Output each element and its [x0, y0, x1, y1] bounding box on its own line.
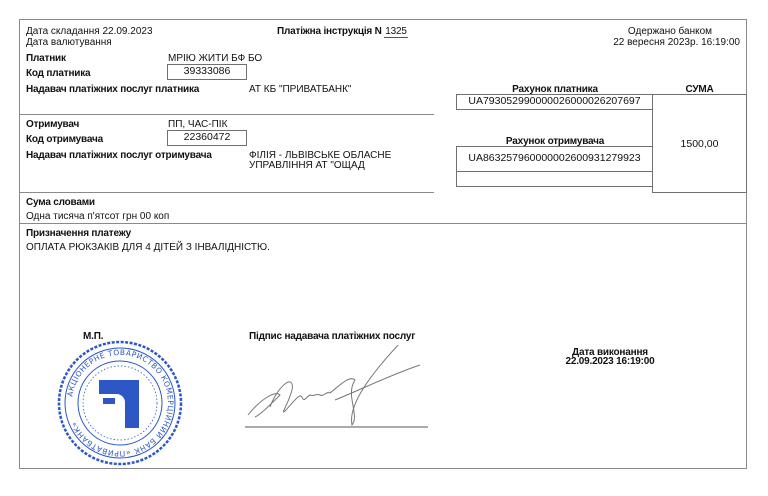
divider-amount-words	[20, 223, 747, 224]
payer-name: МРІЮ ЖИТИ БФ БО	[168, 53, 263, 64]
purpose-text: ОПЛАТА РЮКЗАКІВ ДЛЯ 4 ДІТЕЙ З ІНВАЛІДНІСТЮ.	[26, 242, 270, 253]
signature-icon	[240, 345, 430, 430]
received-label: Одержано банком	[627, 26, 713, 37]
date-created-value: 22.09.2023	[102, 26, 153, 37]
payer-account-box: UA793052990000026000026207697	[456, 94, 653, 110]
recipient-label: Отримувач	[26, 119, 80, 130]
recipient-name: ПП, ЧАС-ПІК	[168, 119, 228, 130]
amount-box: 1500,00	[652, 94, 747, 193]
purpose-label: Призначення платежу	[26, 228, 131, 239]
received-datetime: 22 вересня 2023р. 16:19:00	[613, 37, 740, 48]
recipient-extra-box	[456, 171, 653, 187]
payer-psp-label: Надавач платіжних послуг платника	[26, 84, 200, 95]
recipient-code-box: 22360472	[167, 130, 247, 146]
recipient-psp-line2: УПРАВЛІННЯ АТ "ОЩАД	[249, 160, 365, 171]
execution-label: Дата виконання	[572, 347, 648, 358]
recipient-code-label: Код отримувача	[26, 134, 103, 145]
amount-words-label: Сума словами	[26, 197, 95, 208]
date-created	[26, 26, 153, 37]
amount-words: Одна тисяча п'ятсот грн 00 коп	[26, 211, 170, 222]
title-label: Платіжна інструкція N	[277, 26, 382, 37]
payer-account-label: Рахунок платника	[512, 84, 598, 95]
recipient-account-label: Рахунок отримувача	[505, 136, 605, 147]
divider-recipient	[20, 192, 434, 193]
bank-stamp-icon	[57, 340, 183, 466]
execution-datetime: 22.09.2023 16:19:00	[565, 356, 655, 367]
payer-label: Платник	[26, 53, 66, 64]
instruction-number: 1325	[385, 26, 407, 37]
payer-code-label: Код платника	[26, 68, 91, 79]
payer-psp: АТ КБ "ПРИВАТБАНК"	[249, 84, 352, 95]
signature-label: Підпис надавача платіжних послуг	[249, 331, 416, 342]
document-title	[277, 26, 408, 37]
divider-payer	[20, 114, 434, 115]
stamp-label: М.П.	[83, 331, 104, 342]
svg-text:АКЦІОНЕРНЕ ТОВАРИСТВО КОМЕРЦІЙ: АКЦІОНЕРНЕ ТОВАРИСТВО КОМЕРЦІЙНИЙ БАНК «ПРИВАТБАНК»	[65, 347, 176, 459]
recipient-psp-line1: ФІЛІЯ - ЛЬВІВСЬКЕ ОБЛАСНЕ	[249, 150, 392, 161]
recipient-account-box: UA863257960000002600931279923	[456, 146, 653, 172]
recipient-psp-label: Надавач платіжних послуг отримувача	[26, 150, 212, 161]
value-date-label: Дата валютування	[26, 37, 112, 48]
amount-label: СУМА	[685, 84, 714, 95]
date-created-label: Дата складання	[26, 26, 100, 37]
payer-code-box: 39333086	[167, 64, 247, 80]
